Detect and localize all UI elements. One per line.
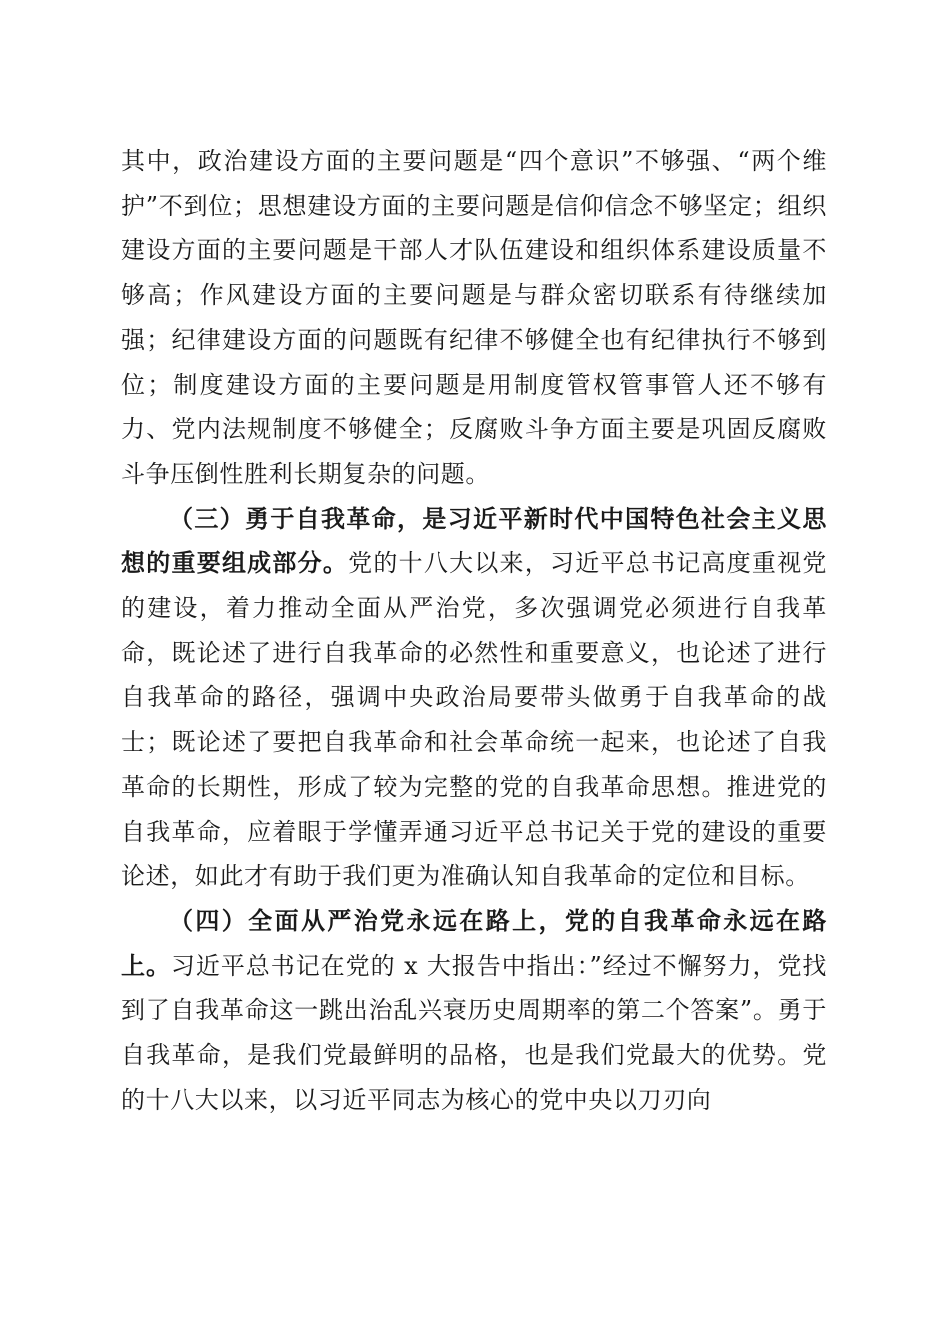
paragraph-section-3 <box>121 497 827 899</box>
section-3-heading: （三）勇于自我革命，是习近平新时代中国特色社会主义思想的重要组成部分。 <box>121 503 827 578</box>
paragraph-problems <box>121 139 827 497</box>
paragraph-text: 党的十八大以来，习近平总书记高度重视党的建设，着力推动全面从严治党，多次强调党必须进行自我革命，既论述了进行自我革命的必然性和重要意义，也论述了进行自我革命的路径，强调中央政治局要带头做勇于自我革命的战士；既论述了要把自我革命和社会革命统一起来，也论述了自我革命的长期性，形成了较为完整的党的自我革命思想。推进党的自我革命，应着眼于学懂弄通习近平总书记关于党的建设的重要论述，如此才有助于我们更为准确认知自我革命的定位和目标。 <box>121 549 827 891</box>
section-4-heading: （四）全面从严治党永远在路上，党的自我革命永远在路上。 <box>121 905 827 980</box>
paragraph-section-4 <box>121 899 827 1123</box>
paragraph-text: 习近平总书记在党的 x 大报告中指出：”经过不懈努力，党找到了自我革命这一跳出治乱兴衰历史周期率的第二个答案”。勇于自我革命，是我们党最鲜明的品格，也是我们党最大的优势。党的十八大以来，以习近平同志为核心的党中央以刀刃向 <box>121 951 827 1114</box>
paragraph-text: 其中，政治建设方面的主要问题是“四个意识”不够强、“两个维护”不到位；思想建设方面的主要问题是信仰信念不够坚定；组织建设方面的主要问题是干部人才队伍建设和组织体系建设质量不够高；作风建设方面的主要问题是与群众密切联系有待继续加强；纪律建设方面的问题既有纪律不够健全也有纪律执行不够到位；制度建设方面的主要问题是用制度管权管事管人还不够有力、党内法规制度不够健全；反腐败斗争方面主要是巩固反腐败斗争压倒性胜利长期复杂的问题。 <box>121 147 827 488</box>
document-body <box>121 139 827 1122</box>
